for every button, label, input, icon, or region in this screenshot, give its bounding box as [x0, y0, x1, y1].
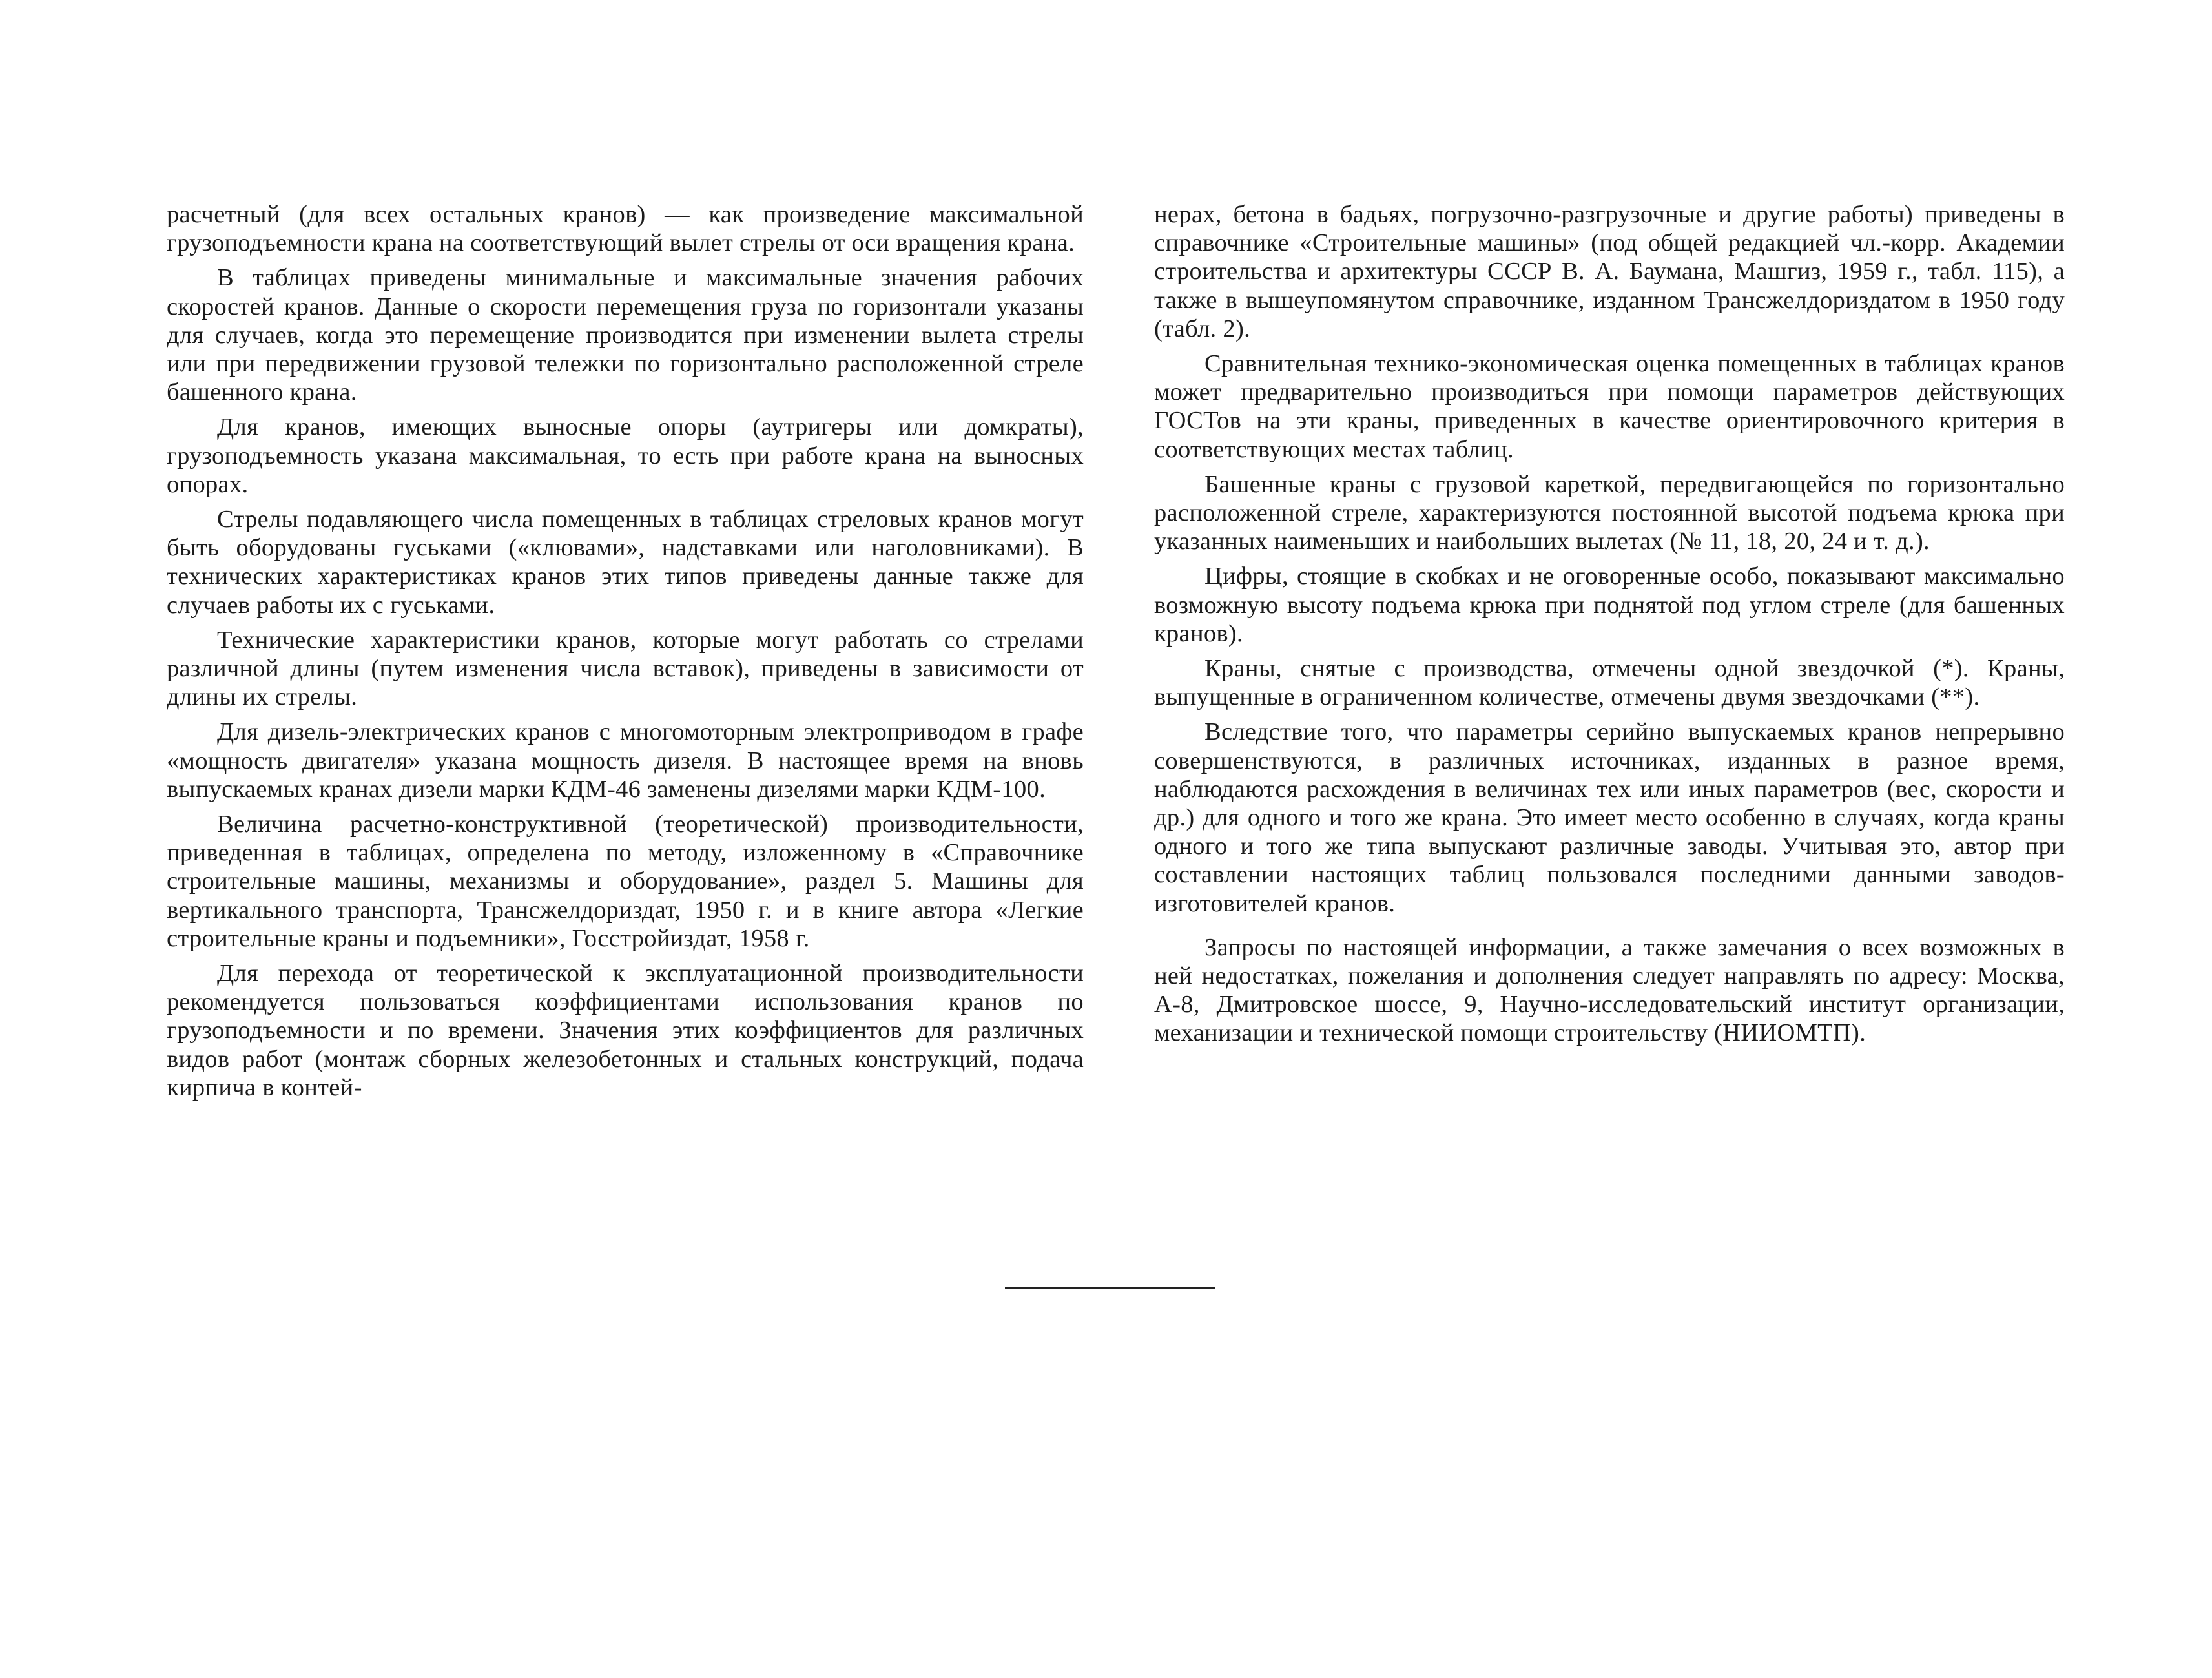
paragraph-jibs: Стрелы подавляющего числа помещенных в таблицах стреловых кранов могут быть оборудованы гуськами («клювами», надставками или наголовниками). В технических характеристиках кранов этих типов приведены данные также для случаев работы их с гуськами.: [167, 506, 1084, 619]
paragraph-utilization-coefficients: Для перехода от теоретической к эксплуатационной производительности рекомендуется пользоваться коэффициентами использования кранов по грузоподъемности и по времени. Значения этих коэффициентов для различных видов работ (монтаж сборных железобетонных и стальных конструкций, подача кирпича в контей-: [167, 960, 1084, 1101]
left-text-column: [167, 200, 1084, 1108]
paragraph-gost-comparison: Сравнительная технико-экономическая оценка помещенных в таблицах кранов может предварительно производиться при помощи параметров действующих ГОСТов на эти краны, приведенных в качестве ориентировочного критерия в соответствующих местах таблиц.: [1154, 350, 2065, 463]
paragraph-productivity: Величина расчетно-конструктивной (теоретической) производительности, приведенная в таблицах, определена по методу, изложенному в «Справочнике строительные машины, механизмы и оборудование», раздел 5. Машины для вертикального транспорта, Трансжелдориздат, 1950 г. и в книге автора «Легкие строительные краны и подъемники», Госстройиздат, 1958 г.: [167, 811, 1084, 952]
paragraph-working-speeds: В таблицах приведены минимальные и максимальные значения рабочих скоростей кранов. Данные о скорости перемещения груза по горизонтали указаны для случаев, когда это перемещение производится при изменении вылета стрелы или при передвижении грузовой тележки по горизонтально расположенной стреле башенного крана.: [167, 264, 1084, 406]
paragraph-contact-address: Запросы по настоящей информации, а также замечания о всех возможных в ней недостатках, пожелания и дополнения следует направлять по адресу: Москва, А-8, Дмитровское шоссе, 9, Научно-исследовательский институт организации, механизации и технической помощи строительству (НИИОМТП).: [1154, 933, 2065, 1047]
paragraph-diesel-electric: Для дизель-электрических кранов с многомоторным электроприводом в графе «мощность двигателя» указана мощность дизеля. В настоящее время на вновь выпускаемых кранах дизели марки КДМ-46 заменены дизелями марки КДМ-100.: [167, 718, 1084, 803]
paragraph-outriggers: Для кранов, имеющих выносные опоры (аутригеры или домкраты), грузоподъемность указана максимальная, то есть при работе крана на выносных опорах.: [167, 413, 1084, 498]
paragraph-bracket-figures: Цифры, стоящие в скобках и не оговоренные особо, показывают максимально возможную высоту подъема крюка при поднятой под углом стреле (для башенных кранов).: [1154, 563, 2065, 647]
paragraph-boom-length: Технические характеристики кранов, которые могут работать со стрелами различной длины (путем изменения числа вставок), приведены в зависимости от длины их стрелы.: [167, 626, 1084, 711]
paragraph-reference-handbook: нерах, бетона в бадьях, погрузочно-разгрузочные и другие работы) приведены в справочнике «Строительные машины» (под общей редакцией чл.-корр. Академии строительства и архитектуры СССР В. А. Баумана, Машгиз, 1959 г., табл. 115), а также в вышеупомянутом справочнике, изданном Трансжелдориздатом в 1950 году (табл. 2).: [1154, 201, 2065, 342]
paragraph-calculated-moment: расчетный (для всех остальных кранов) — как произведение максимальной грузоподъемности крана на соответствующий вылет стрелы от оси вращения крана.: [167, 201, 1084, 257]
section-separator-line: [1005, 1287, 1215, 1289]
paragraph-parameter-discrepancies: Вследствие того, что параметры серийно выпускаемых кранов непрерывно совершенствуются, в различных источниках, изданных в разное время, наблюдаются расхождения в величинах тех или иных параметров (вес, скорости и др.) для одного и того же крана. Это имеет место особенно в случаях, когда краны одного и того же типа выпускают различные заводы. Учитывая это, автор при составлении настоящих таблиц пользовался последними данными заводов-изготовителей кранов.: [1154, 718, 2065, 917]
paragraph-asterisk-notes: Краны, снятые с производства, отмечены одной звездочкой (*). Краны, выпущенные в ограниченном количестве, отмечены двумя звездочками (**).: [1154, 655, 2065, 711]
paragraph-trolley-cranes: Башенные краны с грузовой кареткой, передвигающейся по горизонтально расположенной стреле, характеризуются постоянной высотой подъема крюка при указанных наименьших и наибольших вылетах (№ 11, 18, 20, 24 и т. д.).: [1154, 470, 2065, 555]
right-text-column: [1154, 200, 2065, 1054]
